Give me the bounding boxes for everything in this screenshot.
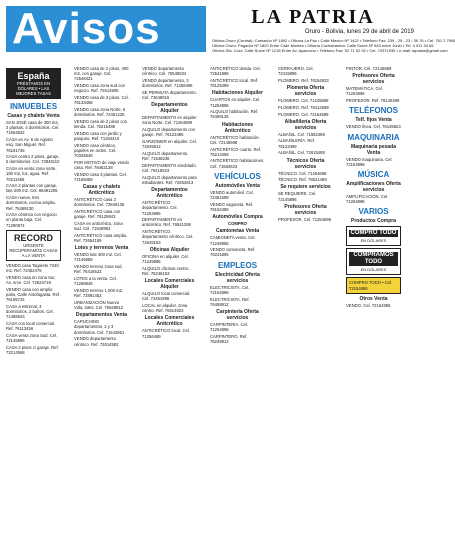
sub-heading: Automóviles Compra [212, 214, 263, 221]
sub-heading: Habitaciones Alquiler [212, 90, 263, 97]
contact-line: Oficina Sta. Cruz: Calle Sucre Nº 1218 Entre Av. Ayacucho • Telefono Fax: 52 71 02 92 • Cel. 70371930 • e-mail: lapatria@gmail.com [212, 48, 448, 53]
sub-heading: Se requiere servicios [280, 184, 331, 191]
list-item: VENDO línea. Cel. 76145823 [346, 124, 401, 130]
ad-compramos-todo [346, 248, 401, 275]
list-item: VENDO casa de 2 pisos con tienda. Cel. 76215488 [74, 118, 128, 130]
ad-espana [6, 68, 61, 99]
sub-heading: Departamentos Anticrético [151, 187, 188, 200]
contact-line: Oficina Oruro (Central): Camacho Nº 1892 • Oficina La Paz • Calle Mexico Nº 1422 • Telefono Fax: 239 - 25 - 23 / 39 76 • Cel. 761 2 7906 [212, 38, 455, 43]
section-heading: VEHÍCULOS [214, 171, 261, 181]
list-item: CASA céntrica con negocio en planta baja. Cel. 71290874 [6, 212, 57, 228]
list-item: VENDO departamento céntrico. Cel. 76548934 [142, 66, 187, 77]
sub-heading: Automóviles Venta [215, 182, 260, 189]
ad-record [6, 230, 61, 261]
sub-heading: Carpintería Oferta servicios [216, 308, 259, 321]
sub-heading: Oficinas Alquiler [149, 246, 190, 253]
list-item: CASA con local comercial. Ref. 76113456 [6, 320, 56, 332]
ad-title: COMPRO TODO [350, 230, 397, 237]
list-item: ALQUILO local comercial. Cel. 72451896 [142, 291, 191, 302]
section-heading: INMUEBLES [9, 102, 58, 111]
list-item: CUARTOS en alquiler. Cel. 71254896 [210, 97, 261, 108]
list-item: VENDO automóvil. Cel. 72461589 [210, 189, 254, 201]
date-line: Oruro - Bolivia, lunes 29 de abril de 2019 [304, 29, 414, 35]
sub-heading: Departamentos Alquiler [151, 102, 188, 115]
list-item: ALQUILO habitación. Ref. 76489125 [210, 109, 259, 120]
sub-heading: Maquinaria pesada Venta [350, 143, 396, 156]
list-item: VENDO camioneta. Ref. 76241895 [210, 247, 256, 258]
column-4 [210, 66, 265, 346]
list-item: VENDO. Cel. 72154896 [346, 302, 391, 308]
list-item: SE PERMUTA departamento. Cel. 72648915 [142, 89, 197, 101]
list-item: CASA en anticrético, zona sud. Cel. 71548963 [74, 220, 123, 232]
list-item: CARPINTERO. Ref. 76248913 [210, 333, 248, 345]
list-item: ANTICRÉTICO departamento céntrico. Cel. 72648153 [142, 229, 194, 245]
list-item: CASA venta zona Sud. Cel. 72145896 [6, 332, 58, 343]
sub-heading: Albañilería Oferta servicios [284, 118, 327, 131]
list-item: ANTICRÉTICO habitación. Cel. 72145698 [210, 134, 260, 145]
newspaper-logo: LA PATRIA [251, 6, 375, 28]
section-heading: TELÉFONOS [349, 106, 398, 116]
list-item: ELECTRICISTA. Cel. 72154896 [210, 284, 250, 295]
sub-heading: Profesores Oferta servicios [352, 73, 395, 86]
list-item: VENDO casa céntrica, papeles en orden. Cel. 70326548 [74, 142, 117, 159]
ad-text: EN DÓLARES [360, 267, 387, 273]
list-item: URBANIZACIÓN Nueva Vida, lotes. Cel. 76548912 [74, 299, 124, 311]
ad-text: COMPRO TODO • Cel. 72154896 [349, 280, 393, 291]
sub-heading: Productos Compra [350, 218, 396, 225]
list-item: VENDO casa 3 plantas. Cel. 72168459 [74, 171, 127, 182]
ad-compro-yellow [346, 277, 401, 293]
list-item: SAN JOSÉ casa de 300 m2, 2 plantas, 4 dormitorios. Cel. 71654822 [6, 120, 60, 136]
list-item: CERRAJERO. Cel. 72415896 [278, 66, 314, 77]
list-item: ANTICRÉTICO departamento. Cel. 71254896 [142, 200, 178, 216]
list-item: VENDO casa zona sud con negocio. Ref. 72614805 [74, 83, 125, 94]
contact-line: Oficina Oruro: Pagador Nº 1820 Entre Calle Montes • Oficina Cochabamba: Calle Sucre Nº 543 entre Junin • Tel: 4 511 34 65 [212, 43, 434, 48]
list-item: ALQUILO departamento para estudiantes. Ref. 72654813 [142, 174, 197, 185]
list-item: ALQUILO departamento. Ref. 71548236 [142, 150, 189, 162]
sub-heading: Técnicos Oferta servicios [286, 157, 325, 170]
list-item: VENDO vagoneta. Ref. 76152489 [210, 201, 254, 212]
section-heading: MÚSICA [357, 169, 390, 179]
list-item: CASA en Av. 6 de Agosto esq. San Miguel. Ref. 76161745 [6, 137, 53, 153]
sub-heading: Departamentos Venta [75, 312, 128, 319]
list-item: VENDO departamento, 3 dormitorios. Ref. 71256498 [142, 77, 193, 89]
list-item: ANTICRÉTICO casa 3 dormitorios. Cel. 72846135 [74, 197, 125, 208]
sub-heading: Casas y chalets Anticrético [82, 184, 121, 197]
sub-heading: Locales Comerciales Anticrético [144, 315, 195, 328]
column-2 [74, 66, 129, 348]
list-item: ALQUILO oficinas centro. Ref. 76248153 [142, 265, 190, 276]
list-item: ANTICRÉTICO casa amplia. Ref. 72654189 [74, 232, 128, 243]
list-item: DEPARTAMENTO amoblado. Cel. 76418523 [142, 162, 197, 174]
sub-heading: Amplificaciones Oferta servicios [346, 180, 401, 193]
list-item: TÉCNICO. Cel. 71254698 [278, 170, 327, 176]
list-item: LOCAL en alquiler, zona centro. Ref. 76514823 [142, 303, 188, 314]
list-item: CASA centro 2 pisos, garaje, 5 dormitorios. Cel. 72845110 [6, 154, 60, 165]
list-item: POR MOTIVO de viaje vendo casa. Ref. 78462138 [74, 159, 129, 170]
list-item: CAPUCHINO departamentos, 2 y 3 dormitorios. Cel. 71542861 [74, 319, 125, 335]
list-item: DEPARTAMENTO en alquiler zona Norte. Cel. 71264589 [142, 115, 197, 126]
ad-title: COMPRAMOS TODO [349, 252, 398, 266]
sub-heading: Camionetas Venta [215, 228, 260, 235]
list-item: ELECTRICISTA. Ref. 76458912 [210, 296, 250, 307]
section-heading: MAQUINARIA [347, 132, 400, 142]
sub-heading: Lotes y terrenos Venta [74, 245, 129, 252]
list-item: ANTICRÉTICO casa con garaje. Ref. 76129843 [74, 208, 121, 220]
sub-heading: Electricidad Oferta servicios [215, 271, 260, 284]
ad-compro-todo [346, 226, 401, 246]
list-item: COMPRO [228, 221, 247, 227]
list-item: CASA en venta zona norte, 180 m2, luz, agua. Ref. 70211456 [6, 166, 57, 182]
list-item: VENDO departamento céntrico. Ref. 72614582 [74, 336, 119, 347]
list-item: CASA 2 plantas con garaje, lote 200 m2. Cel. 68491205 [6, 183, 58, 194]
list-item: ANTICRÉTICO habitaciones. Cel. 71584623 [210, 158, 265, 169]
list-item: VENDO casa zona Norte, 5 dormitorios. Ref. 72461225 [74, 106, 126, 118]
list-item: ANTICRÉTICO cuarto. Ref. 76213458 [210, 146, 262, 157]
list-item: VENDO lote 300 m2. Cel. 72146589 [74, 252, 122, 263]
list-item: LOTES a la venta. Cel. 71268945 [74, 276, 117, 287]
list-item: CAMIONETA venta. Cel. 71248965 [210, 235, 256, 246]
list-item: AMPLIFICACIÓN. Cel. 71254896 [346, 193, 389, 205]
list-item: VENDO casa de 2 pisos, 400 m2, con garaje. Cel. 72548421 [74, 66, 129, 82]
list-item: VENDO terreno zona sud. Ref. 76418523 [74, 264, 123, 275]
column-1 [6, 66, 61, 357]
ad-title: RECORD [13, 232, 53, 243]
list-item: ALBAÑIL. Cel. 71562489 [278, 131, 325, 137]
list-item: VENDO maquinaria. Cel. 72154896 [346, 156, 393, 167]
ad-text: URGENTE RECUPERAMOS CASAS A LA VENTA [9, 242, 58, 258]
list-item: MATEMÁTICA. Cel. 71254896 [346, 86, 383, 97]
list-item: PROFESOR. Ref. 76145289 [346, 98, 400, 104]
list-item: GARZONIER en alquiler. Cel. 72645812 [142, 139, 197, 150]
sub-heading: Habitaciones Anticrético [221, 121, 254, 134]
column-3 [142, 66, 197, 340]
sub-heading: Plomería Oferta servicios [286, 85, 325, 98]
ad-text: PRÉSTAMOS EN DÓLARES • LAS MEJORES TASAS [16, 81, 51, 96]
sub-heading: Locales Comerciales Alquiler [144, 278, 195, 291]
list-item: PLOMERO. Cel. 72164589 [278, 111, 329, 117]
list-item: PLOMERO. Ref. 76154823 [278, 77, 329, 83]
column-6 [346, 66, 401, 309]
list-item: PROFESOR. Cel. 71254896 [278, 216, 332, 222]
list-item: VENDO terreno 1.000 m2. Ref. 72891453 [74, 287, 124, 299]
list-item: PINTOR. Cel. 72145689 [346, 66, 392, 71]
sub-heading: Casas y chalets Venta [7, 113, 60, 119]
list-item: DEPARTAMENTO en anticrético. Ref. 76541289 [142, 217, 191, 228]
section-banner: Avisos [6, 6, 206, 52]
ad-title: España [17, 71, 50, 81]
sub-heading: Profesores Oferta servicios [284, 203, 327, 216]
list-item: OFICINA en alquiler. Cel. 71245896 [142, 253, 189, 264]
list-item: VENDO casa con amplio patio, Calle Antofagasta. Ref. 76195742 [6, 286, 61, 303]
section-heading: EMPLEOS [217, 260, 258, 270]
list-item: TÉCNICO. Ref. 76521489 [278, 177, 327, 183]
list-item: ANTICRÉTICO local. Cel. 71256489 [142, 328, 190, 339]
list-item: ANTICRÉTICO tienda. Cel. 72541896 [210, 66, 261, 77]
list-item: ALBAÑIL. Cel. 72615489 [278, 150, 325, 156]
list-item: ANTICRÉTICO local. Ref. 76125489 [210, 77, 259, 89]
section-heading: VARIOS [358, 207, 389, 217]
sub-heading: Telf. fijos Venta [355, 117, 392, 124]
list-item: PLOMERO. Ref. 76412589 [278, 104, 329, 110]
column-5 [278, 66, 333, 224]
list-item: ALBAÑILERÍA. Ref. 76123489 [278, 138, 316, 149]
list-item: CASA nueva, tres dormitorios, cocina amplia. Ref. 75469130 [6, 195, 56, 211]
contact-info [212, 38, 455, 53]
sub-heading: Otros Venta [359, 295, 388, 302]
list-item: ALQUILO departamento con garaje. Ref. 76123485 [142, 127, 196, 138]
list-item: CASA 2 pisos c/ garaje. Ref. 73214568 [6, 344, 59, 355]
list-item: SE REQUIERE. Cel. 72145896 [278, 191, 317, 202]
list-item: PLOMERO. Cel. 71245689 [278, 98, 329, 104]
newspaper-header [212, 6, 414, 36]
list-item: VENDO casa de 3 pisos. Cel. 76133458 [74, 95, 129, 106]
list-item: VENDO casa con jardín y parqueo. Ref. 71254410 [74, 130, 122, 141]
list-item: CASA a estrenar, 4 dormitorios, 2 baños. Cel. 71488523 [6, 303, 54, 320]
list-item: CARPINTERÍA. Cel. 71254896 [210, 321, 248, 333]
list-item: VENDO casa Tagarete 7340 m2. Ref. 72452475 [6, 262, 59, 274]
list-item: VENDO casa en zona Sur, Av. Arce. Cel. 72624718 [6, 274, 56, 285]
page-header [6, 4, 455, 66]
ad-text: EN DÓLARES [360, 238, 387, 244]
